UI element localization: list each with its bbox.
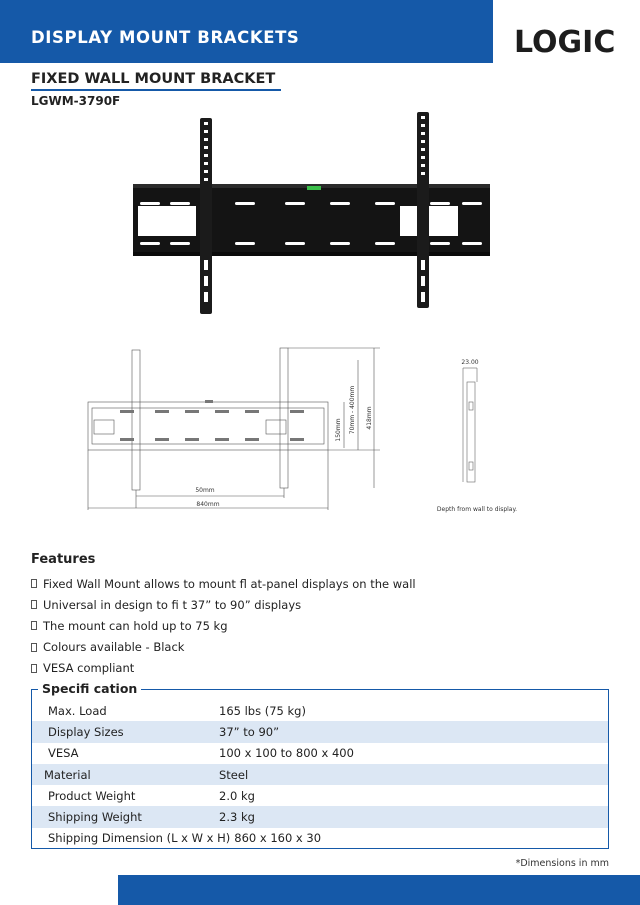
category-title: DISPLAY MOUNT BRACKETS (31, 28, 300, 47)
feature-item: The mount can hold up to 75 kg (31, 615, 416, 636)
features-heading: Features (31, 552, 96, 567)
product-title: FIXED WALL MOUNT BRACKET (31, 71, 276, 87)
bullet-icon (31, 600, 37, 609)
feature-item: VESA compliant (31, 658, 416, 679)
feature-item: Fixed Wall Mount allows to mount fl at-panel displays on the wall (31, 573, 416, 594)
feature-item: Universal in design to fi t 37” to 90” displays (31, 594, 416, 615)
spec-table (32, 700, 608, 849)
bullet-icon (31, 621, 37, 630)
spec-heading: Specifi cation (38, 681, 141, 696)
rail-spacing-label: 150mm (335, 418, 342, 442)
dimensions-footnote: *Dimensions in mm (515, 858, 609, 869)
model-number: LGWM-3790F (31, 94, 121, 108)
spec-row: Shipping Weight 2.3 kg (32, 806, 608, 827)
header-banner (0, 0, 493, 63)
inner-width-label: 50mm (195, 487, 215, 494)
bracket-photo (130, 110, 495, 320)
dimension-drawing (80, 340, 390, 520)
overall-width-label: 840mm (196, 501, 220, 508)
spec-row: VESA 100 x 100 to 800 x 400 (48, 746, 354, 761)
bullet-icon (31, 579, 37, 588)
overall-height-label: 418mm (366, 406, 373, 430)
bullet-icon (31, 664, 37, 673)
side-profile-drawing (425, 352, 535, 517)
spec-row: Product Weight 2.0 kg (48, 788, 255, 803)
title-underline (31, 89, 281, 91)
brand-logo: LOGIC (514, 25, 616, 60)
spec-row: Shipping Dimension (L x W x H) 860 x 160 x 30 (48, 831, 322, 846)
spec-row: Material Steel (32, 764, 608, 785)
feature-item: Colours available - Black (31, 637, 416, 658)
depth-value: 23.00 (461, 359, 479, 366)
feature-list (31, 573, 416, 679)
bullet-icon (31, 643, 37, 652)
spec-row: Max. Load 165 lbs (75 kg) (48, 703, 306, 718)
vesa-range-label: 70mm - 400mm (349, 385, 356, 435)
depth-caption: Depth from wall to display. (436, 506, 518, 513)
spec-row: Display Sizes 37” to 90” (32, 721, 608, 742)
footer-bar (118, 875, 640, 905)
